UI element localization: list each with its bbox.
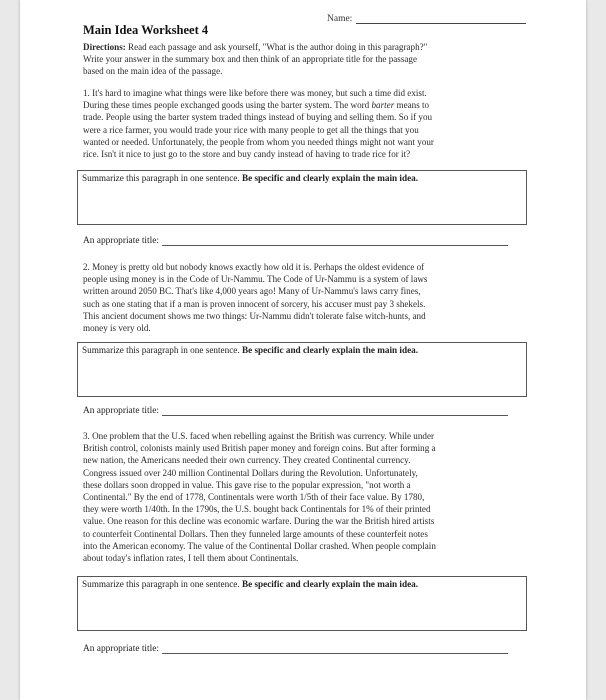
passage-line: money is very old. xyxy=(83,323,151,334)
title-line[interactable] xyxy=(162,644,508,654)
summary-prompt: Summarize this paragraph in one sentence. xyxy=(82,173,240,183)
passage-line: value. One reason for this decline was economic warfare. During the war the British hired artists xyxy=(83,516,435,527)
passage-line: rice. Isn't it nice to just go to the store and buy candy instead of having to trade rice for it? xyxy=(83,149,411,160)
title-field-3[interactable] xyxy=(83,644,508,654)
title-line[interactable] xyxy=(162,406,508,416)
directions xyxy=(83,41,523,78)
passage-line: wanted or needed. Unfortunately, the people from whom you needed things might not want your xyxy=(83,136,434,147)
passage-line: new nation, the Americans needed their own currency. They created Continental currency. xyxy=(83,455,411,466)
title-label: An appropriate title: xyxy=(83,406,160,416)
summary-box-3[interactable] xyxy=(77,576,527,631)
directions-label: Directions: xyxy=(83,42,126,52)
passage-2 xyxy=(83,261,523,334)
directions-line: Write your answer in the summary box and then think of an appropriate title for the passage xyxy=(83,54,417,65)
passage-line: trade. People using the barter system traded things instead of buying and selling them. So if you xyxy=(83,112,433,123)
passage-line: 1. It's hard to imagine what things were like before there was money, but such a time did exist. xyxy=(83,88,427,98)
name-line[interactable] xyxy=(356,13,526,24)
passage-line: This ancient document shows me two things: Ur-Nammu didn't tolerate false witch-hunts, and xyxy=(83,310,426,321)
passage-line: these dollars soon dropped in value. This gave rise to the popular expression, "not worth a xyxy=(83,479,411,490)
title-field-1[interactable] xyxy=(83,236,508,246)
title-line[interactable] xyxy=(162,236,508,246)
summary-emphasis: Be specific and clearly explain the main idea. xyxy=(241,173,419,183)
passage-line: such as one stating that if a man is proven innocent of sorcery, his accuser must pay 3 shekels. xyxy=(83,298,426,309)
directions-line: Directions: Read each passage and ask yourself, "What is the author doing in this paragraph?" xyxy=(83,42,428,52)
passage-line: written around 2050 BC. That's like 4,000 years ago! Many of Ur-Nammu's laws carry fines, xyxy=(83,286,421,297)
passage-line: into the American economy. The value of the Continental Dollar crashed. When people complain xyxy=(83,540,436,551)
name-field[interactable] xyxy=(327,13,526,24)
summary-box-1[interactable] xyxy=(77,170,527,225)
title-label: An appropriate title: xyxy=(83,644,160,654)
passage-1 xyxy=(83,87,523,160)
passage-line: 2. Money is pretty old but nobody knows exactly how old it is. Perhaps the oldest evidence of xyxy=(83,262,425,272)
title-label: An appropriate title: xyxy=(83,236,160,246)
passage-line: were a rice farmer, you would trade your rice with many people to get all the things that you xyxy=(83,124,419,135)
worksheet-page xyxy=(20,0,586,700)
passage-line: people using money is in the Code of Ur-Nammu. The Code of Ur-Nammu is a system of laws xyxy=(83,274,428,285)
worksheet-title: Main Idea Worksheet 4 xyxy=(83,23,209,37)
passage-line: Congress issued over 240 million Continental Dollars during the Revolution. Unfortunately, xyxy=(83,467,418,478)
emphasized-word: barter xyxy=(371,100,395,111)
passage-line: 3. One problem that the U.S. faced when rebelling against the British was currency. While under xyxy=(83,431,435,441)
passage-line: about today's inflation rates, I tell them about Continentals. xyxy=(83,553,299,564)
summary-prompt: Summarize this paragraph in one sentence. xyxy=(82,345,240,355)
passage-line: During these times people exchanged goods using the barter system. The word barter means to xyxy=(83,100,430,111)
passage-line: Continental." By the end of 1778, Continentals were worth 1/5th of their face value. By 1780, xyxy=(83,492,425,503)
summary-box-2[interactable] xyxy=(77,342,527,397)
directions-line: based on the main idea of the passage. xyxy=(83,66,223,77)
name-label: Name: xyxy=(327,14,353,24)
summary-prompt: Summarize this paragraph in one sentence. xyxy=(82,579,240,589)
summary-emphasis: Be specific and clearly explain the main idea. xyxy=(241,579,419,589)
passage-3 xyxy=(83,430,523,564)
summary-emphasis: Be specific and clearly explain the main idea. xyxy=(241,345,419,355)
passage-line: to counterfeit Continental Dollars. Then they funneled large amounts of these counterfeit notes xyxy=(83,528,428,539)
title-field-2[interactable] xyxy=(83,406,508,416)
passage-line: British control, colonists mainly used British paper money and foreign coins. But after forming a xyxy=(83,443,436,454)
passage-line: they were worth 1/40th. In the 1790s, the U.S. bought back Continentals for 1% of their printed xyxy=(83,504,431,515)
